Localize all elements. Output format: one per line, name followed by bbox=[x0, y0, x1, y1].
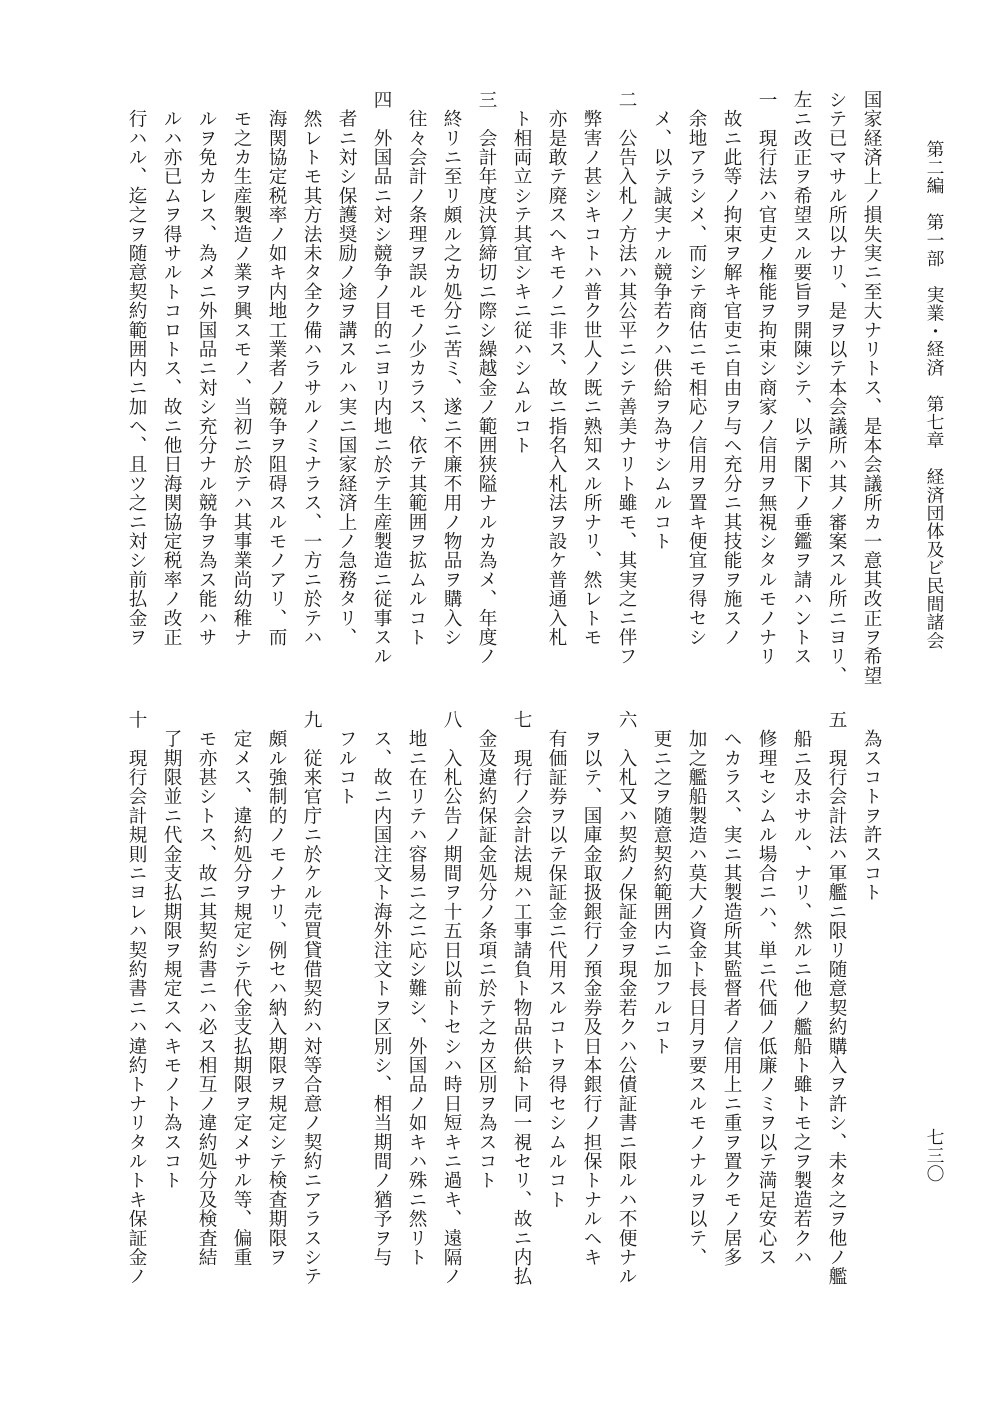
running-title: 第二編 第一部 実業・経済 第七章 経済団体及ビ民間諸会 bbox=[924, 140, 945, 650]
text-line: 船ニ及ホサル、ナリ、然ルニ他ノ艦船ト雖トモ之ヲ製造若クハ bbox=[791, 710, 812, 1267]
text-line: 行ハル、迄之ヲ随意契約範囲内ニ加ヘ、且ツ之ニ対シ前払金ヲ bbox=[126, 90, 147, 647]
text-line: ト相両立シテ其宜シキニ従ハシムルコト bbox=[511, 90, 532, 455]
text-line: 三 会計年度決算締切ニ際シ繰越金ノ範囲狭隘ナルカ為メ、年度ノ bbox=[476, 90, 497, 666]
text-line: 有価証券ヲ以テ保証金ニ代用スルコトヲ得セシムルコト bbox=[546, 710, 567, 1210]
text-line: フルコト bbox=[336, 710, 357, 806]
text-line: 八 入札公告ノ期間ヲ十五日以前トセシハ時日短キニ過キ、遠隔ノ bbox=[441, 710, 462, 1286]
text-line: ヲ以テ、国庫金取扱銀行ノ預金券及日本銀行ノ担保トナルヘキ bbox=[581, 710, 602, 1267]
text-line: ルヲ免カレス、為メニ外国品ニ対シ充分ナル競争ヲ為ス能ハサ bbox=[196, 90, 217, 647]
text-line: 九 従来官庁ニ於ケル売買貸借契約ハ対等合意ノ契約ニアラスシテ bbox=[301, 710, 322, 1286]
text-line: ス、故ニ内国注文ト海外注文トヲ区別シ、相当期間ノ猶予ヲ与 bbox=[371, 710, 392, 1267]
text-line: 然レトモ其方法未タ全ク備ハラサルノミナラス、一方ニ於テハ bbox=[301, 90, 322, 647]
text-line: 弊害ノ甚シキコトハ普ク世人ノ既ニ熟知スル所ナリ、然レトモ bbox=[581, 90, 602, 647]
page-number: 七三〇 bbox=[924, 1128, 945, 1183]
text-line: 一 現行法ハ官吏ノ権能ヲ拘束シ商家ノ信用ヲ無視シタルモノナリ bbox=[756, 90, 777, 666]
text-line: 四 外国品ニ対シ競争ノ目的ニヨリ内地ニ於テ生産製造ニ従事スル bbox=[371, 90, 392, 666]
text-line: 金及違約保証金処分ノ条項ニ於テ之カ区別ヲ為スコト bbox=[476, 710, 497, 1190]
text-line: 五 現行会計法ハ軍艦ニ限リ随意契約購入ヲ許シ、未タ之ヲ他ノ艦 bbox=[826, 710, 847, 1286]
text-line: 六 入札又ハ契約ノ保証金ヲ現金若クハ公債証書ニ限ルハ不便ナル bbox=[616, 710, 637, 1286]
text-line: シテ已マサル所以ナリ、是ヲ以テ本会議所ハ其ノ審案スル所ニヨリ、 bbox=[826, 90, 847, 686]
text-line: 者ニ対シ保護奨励ノ途ヲ講スルハ実ニ国家経済上ノ急務タリ、 bbox=[336, 90, 357, 647]
text-line: 故ニ此等ノ拘束ヲ解キ官吏ニ自由ヲ与ヘ充分ニ其技能ヲ施スノ bbox=[721, 90, 742, 647]
text-line: ルハ亦已ムヲ得サルトコロトス、故ニ他日海関協定税率ノ改正 bbox=[161, 90, 182, 647]
text-line: 地ニ在リテハ容易ニ之ニ応シ難シ、外国品ノ如キハ殊ニ然リト bbox=[406, 710, 427, 1267]
text-line: 加之艦船製造ハ莫大ノ資金ト長日月ヲ要スルモノナルヲ以テ、 bbox=[686, 710, 707, 1267]
text-line: 定メス、違約処分ヲ規定シテ代金支払期限ヲ定メサル等、偏重 bbox=[231, 710, 252, 1267]
text-line: モ之カ生産製造ノ業ヲ興スモノ、当初ニ於テハ其事業尚幼稚ナ bbox=[231, 90, 252, 647]
text-line: 頗ル強制的ノモノナリ、例セハ納入期限ヲ規定シテ検査期限ヲ bbox=[266, 710, 287, 1267]
text-line: メ、以テ誠実ナル競争若クハ供給ヲ為サシムルコト bbox=[651, 90, 672, 551]
text-line: 了期限並ニ代金支払期限ヲ規定スヘキモノト為スコト bbox=[161, 710, 182, 1190]
text-line: 左ニ改正ヲ希望スル要旨ヲ開陳シテ、以テ閣下ノ垂鑑ヲ請ハントス bbox=[791, 90, 812, 666]
text-line: 終リニ至リ頗ル之カ処分ニ苦ミ、遂ニ不廉不用ノ物品ヲ購入シ bbox=[441, 90, 462, 647]
text-line: 亦是敢テ廃スヘキモノニ非ス、故ニ指名入札法ヲ設ケ普通入札 bbox=[546, 90, 567, 647]
text-line: ヘカラス、実ニ其製造所其監督者ノ信用上ニ重ヲ置クモノ居多 bbox=[721, 710, 742, 1267]
text-line: 更ニ之ヲ随意契約範囲内ニ加フルコト bbox=[651, 710, 672, 1056]
text-line: 七 現行ノ会計法規ハ工事請負ト物品供給ト同一視セリ、故ニ内払 bbox=[511, 710, 532, 1286]
text-line: 二 公告入札ノ方法ハ其公平ニシテ善美ナリト雖モ、其実之ニ伴フ bbox=[616, 90, 637, 666]
text-line: 国家経済上ノ損失実ニ至大ナリトス、是本会議所カ一意其改正ヲ希望 bbox=[861, 90, 882, 686]
text-line: 十 現行会計規則ニヨレハ契約書ニハ違約トナリタルトキ保証金ノ bbox=[126, 710, 147, 1286]
text-line: モ亦甚シトス、故ニ其契約書ニハ必ス相互ノ違約処分及検査結 bbox=[196, 710, 217, 1267]
text-line: 往々会計ノ条理ヲ誤ルモノ少カラス、依テ其範囲ヲ拡ムルコト bbox=[406, 90, 427, 647]
text-line: 余地アラシメ、而シテ商估ニモ相応ノ信用ヲ置キ便宜ヲ得セシ bbox=[686, 90, 707, 647]
text-line: 修理セシムル場合ニハ、単ニ代価ノ低廉ノミヲ以テ満足安心ス bbox=[756, 710, 777, 1267]
text-line: 海関協定税率ノ如キ内地工業者ノ競争ヲ阻碍スルモノアリ、而 bbox=[266, 90, 287, 647]
text-line: 為スコトヲ許スコト bbox=[861, 710, 882, 902]
